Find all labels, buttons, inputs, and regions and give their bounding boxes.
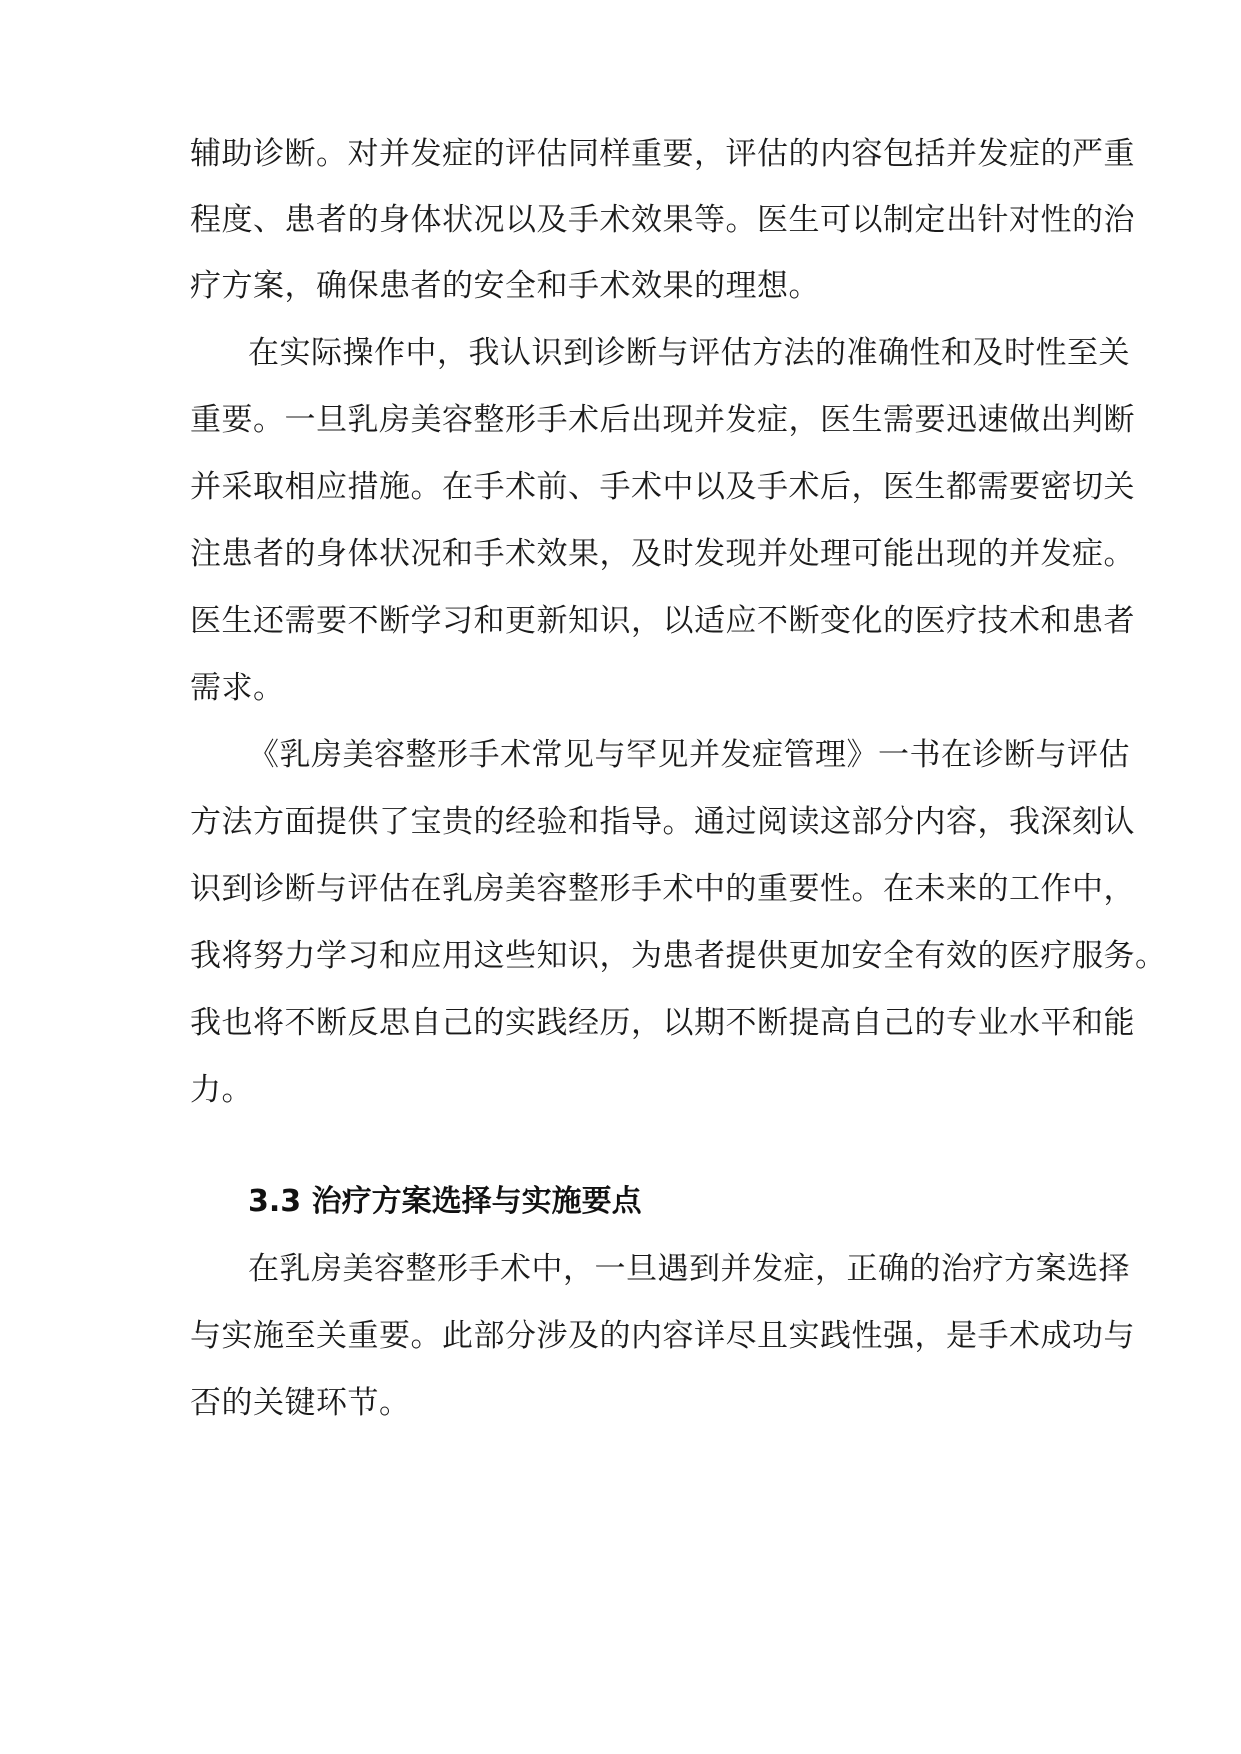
text-line: 与实施至关重要。此部分涉及的内容详尽且实践性强，是手术成功与 [190, 1318, 1135, 1354]
text-line: 注患者的身体状况和手术效果，及时发现并处理可能出现的并发症。 [190, 536, 1135, 572]
text-line: 我也将不断反思自己的实践经历，以期不断提高自己的专业水平和能 [190, 1005, 1135, 1041]
text-line: 辅助诊断。对并发症的评估同样重要，评估的内容包括并发症的严重 [190, 136, 1135, 172]
text-line: 我将努力学习和应用这些知识，为患者提供更加安全有效的医疗服务。 [190, 938, 1167, 974]
text-line: 方法方面提供了宝贵的经验和指导。通过阅读这部分内容，我深刻认 [190, 804, 1135, 840]
text-line: 《乳房美容整形手术常见与罕见并发症管理》一书在诊断与评估 [248, 737, 1130, 773]
text-line: 重要。一旦乳房美容整形手术后出现并发症，医生需要迅速做出判断 [190, 402, 1135, 438]
text-line: 识到诊断与评估在乳房美容整形手术中的重要性。在未来的工作中， [190, 871, 1135, 907]
text-line: 并采取相应措施。在手术前、手术中以及手术后，医生都需要密切关 [190, 469, 1135, 505]
text-line: 在乳房美容整形手术中，一旦遇到并发症，正确的治疗方案选择 [248, 1251, 1130, 1287]
text-line: 疗方案，确保患者的安全和手术效果的理想。 [190, 268, 820, 304]
text-line: 医生还需要不断学习和更新知识，以适应不断变化的医疗技术和患者 [190, 603, 1135, 639]
section-heading: 3.3 治疗方案选择与实施要点 [248, 1184, 642, 1219]
text-line: 否的关键环节。 [190, 1385, 411, 1421]
text-line: 在实际操作中，我认识到诊断与评估方法的准确性和及时性至关 [248, 335, 1130, 371]
text-line: 程度、患者的身体状况以及手术效果等。医生可以制定出针对性的治 [190, 202, 1135, 238]
text-line: 需求。 [190, 670, 285, 706]
text-line: 力。 [190, 1072, 253, 1108]
